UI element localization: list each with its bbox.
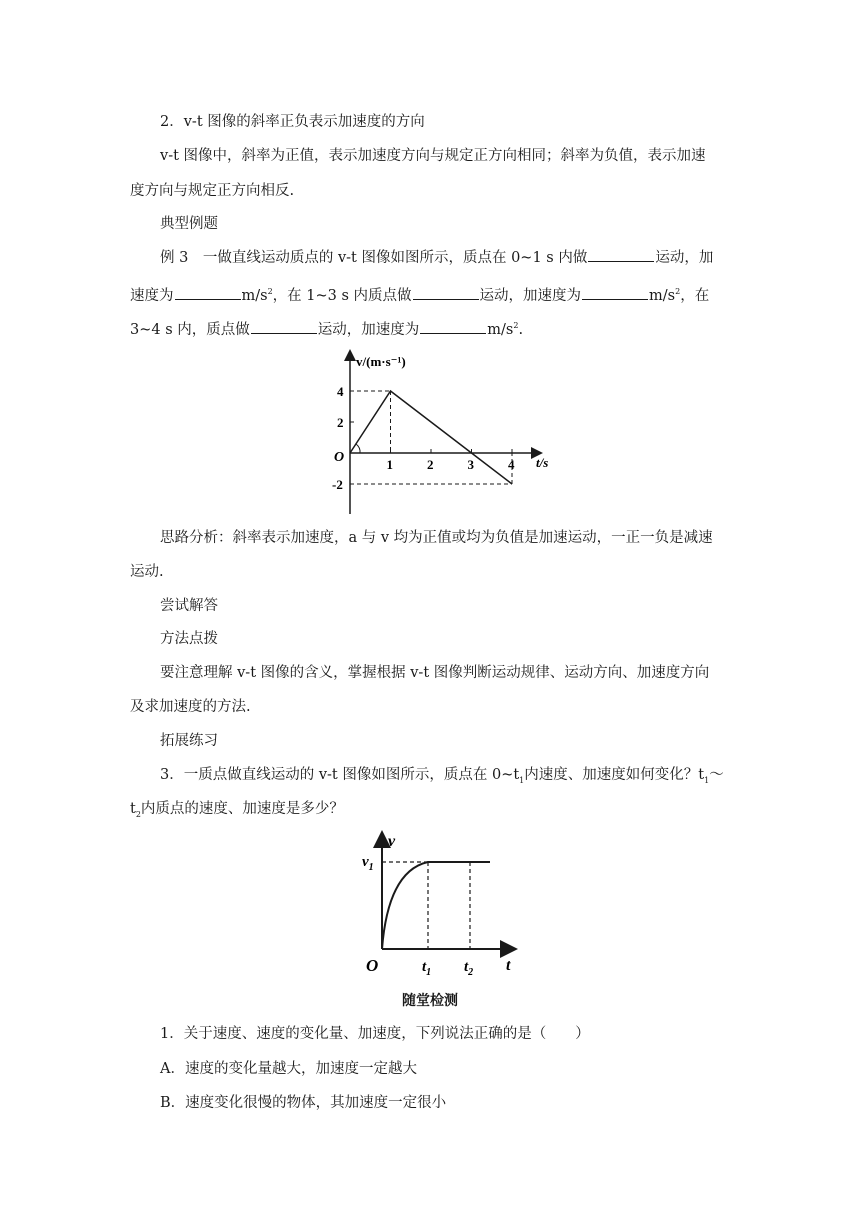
sec2-heading: 2．v-t 图像的斜率正负表示加速度的方向 [160, 114, 425, 130]
answer-blank [588, 247, 654, 262]
y-tick-label: 2 [337, 415, 344, 430]
sec2-text-line2: 度方向与规定正方向相反. [130, 183, 295, 199]
exercise3-line2 [130, 799, 730, 825]
answer-blank [582, 285, 648, 300]
typical-examples-heading: 典型例题 [160, 216, 218, 232]
x-tick-label: 1 [386, 457, 393, 472]
analysis-line2: 运动. [130, 564, 164, 580]
vt-chart-2 [356, 828, 526, 978]
example3-text: 例 3 一做直线运动质点的 v-t 图像如图所示，质点在 0~1 s 内做 [160, 250, 588, 266]
quiz-option-b: B．速度变化很慢的物体，其加速度一定很小 [160, 1095, 447, 1111]
sec2-text-line1: v-t 图像中，斜率为正值，表示加速度方向与规定正方向相同；斜率为负值，表示加速 [160, 148, 706, 164]
quiz-q1: 1．关于速度、速度的变化量、加速度，下列说法正确的是（ ） [160, 1026, 590, 1042]
x-tick-label: 4 [508, 457, 515, 472]
example3-line2 [130, 282, 730, 306]
exercise3-text: 内速度、加速度如何变化？t [524, 767, 705, 783]
origin-label: O [334, 450, 345, 465]
x-tick-label: 3 [467, 457, 474, 472]
unit-exponent: 2 [267, 287, 273, 296]
vt-curve [382, 862, 490, 949]
example3-text: 运动，加 [655, 250, 714, 266]
answer-blank [251, 319, 317, 334]
exercise3-line1 [160, 765, 760, 791]
exercise3-text: ～ [709, 767, 724, 783]
example3-line3 [130, 316, 730, 340]
example3-text: . [518, 321, 524, 338]
answer-blank [175, 285, 241, 300]
y-tick-label: 4 [337, 384, 344, 399]
x-axis-label: t [506, 957, 511, 974]
angle-arc [356, 444, 360, 453]
t2-label: $t_2$ [464, 959, 474, 978]
unit-text: m/s [649, 287, 676, 304]
unit-text: m/s [487, 321, 514, 338]
example3-text: 速度为 [130, 287, 174, 304]
example3-text: 3~4 s 内，质点做 [130, 321, 250, 338]
unit-exponent: 2 [675, 287, 681, 296]
unit-exponent: 2 [513, 321, 519, 330]
subscript: 1 [704, 775, 710, 785]
y-axis-label: v/(m·s⁻¹) [356, 354, 406, 369]
method-tips-heading: 方法点拨 [160, 631, 218, 647]
subscript: 1 [519, 775, 525, 785]
extension-heading: 拓展练习 [160, 733, 218, 749]
example3-text: ，在 [680, 287, 710, 304]
quiz-option-a: A．速度的变化量越大，加速度一定越大 [160, 1061, 417, 1077]
t1-label: $t_1$ [422, 959, 432, 978]
y-axis-label: v [388, 833, 396, 850]
exercise3-text: 内质点的速度、加速度是多少？ [140, 801, 344, 817]
unit-text: m/s [241, 287, 268, 304]
analysis-line1: 思路分析：斜率表示加速度，a 与 v 均为正值或均为负值是加速运动，一正一负是减速 [160, 530, 713, 546]
example3-text: 运动，加速度为 [317, 321, 420, 338]
v1-label: $v_1$ [362, 854, 374, 873]
example3-text: ，在 1~3 s 内质点做 [272, 287, 412, 304]
vt-chart-1 [318, 342, 558, 517]
x-axis-label: t/s [536, 455, 549, 470]
example3-text: 运动，加速度为 [479, 287, 582, 304]
x-tick-label: 2 [427, 457, 434, 472]
exercise3-text: t [130, 801, 136, 817]
method-line2: 及求加速度的方法. [130, 699, 251, 715]
quiz-title: 随堂检测 [402, 993, 458, 1009]
y-tick-label: -2 [332, 477, 343, 492]
origin-label: O [366, 956, 379, 975]
subscript: 2 [135, 809, 141, 819]
answer-blank [420, 319, 486, 334]
answer-blank [413, 285, 479, 300]
method-line1: 要注意理解 v-t 图像的含义，掌握根据 v-t 图像判断运动规律、运动方向、加速度方向 [160, 665, 710, 681]
exercise3-text: 3．一质点做直线运动的 v-t 图像如图所示，质点在 0~t [160, 767, 520, 783]
try-answer-heading: 尝试解答 [160, 598, 218, 614]
example3-line1 [160, 247, 760, 268]
